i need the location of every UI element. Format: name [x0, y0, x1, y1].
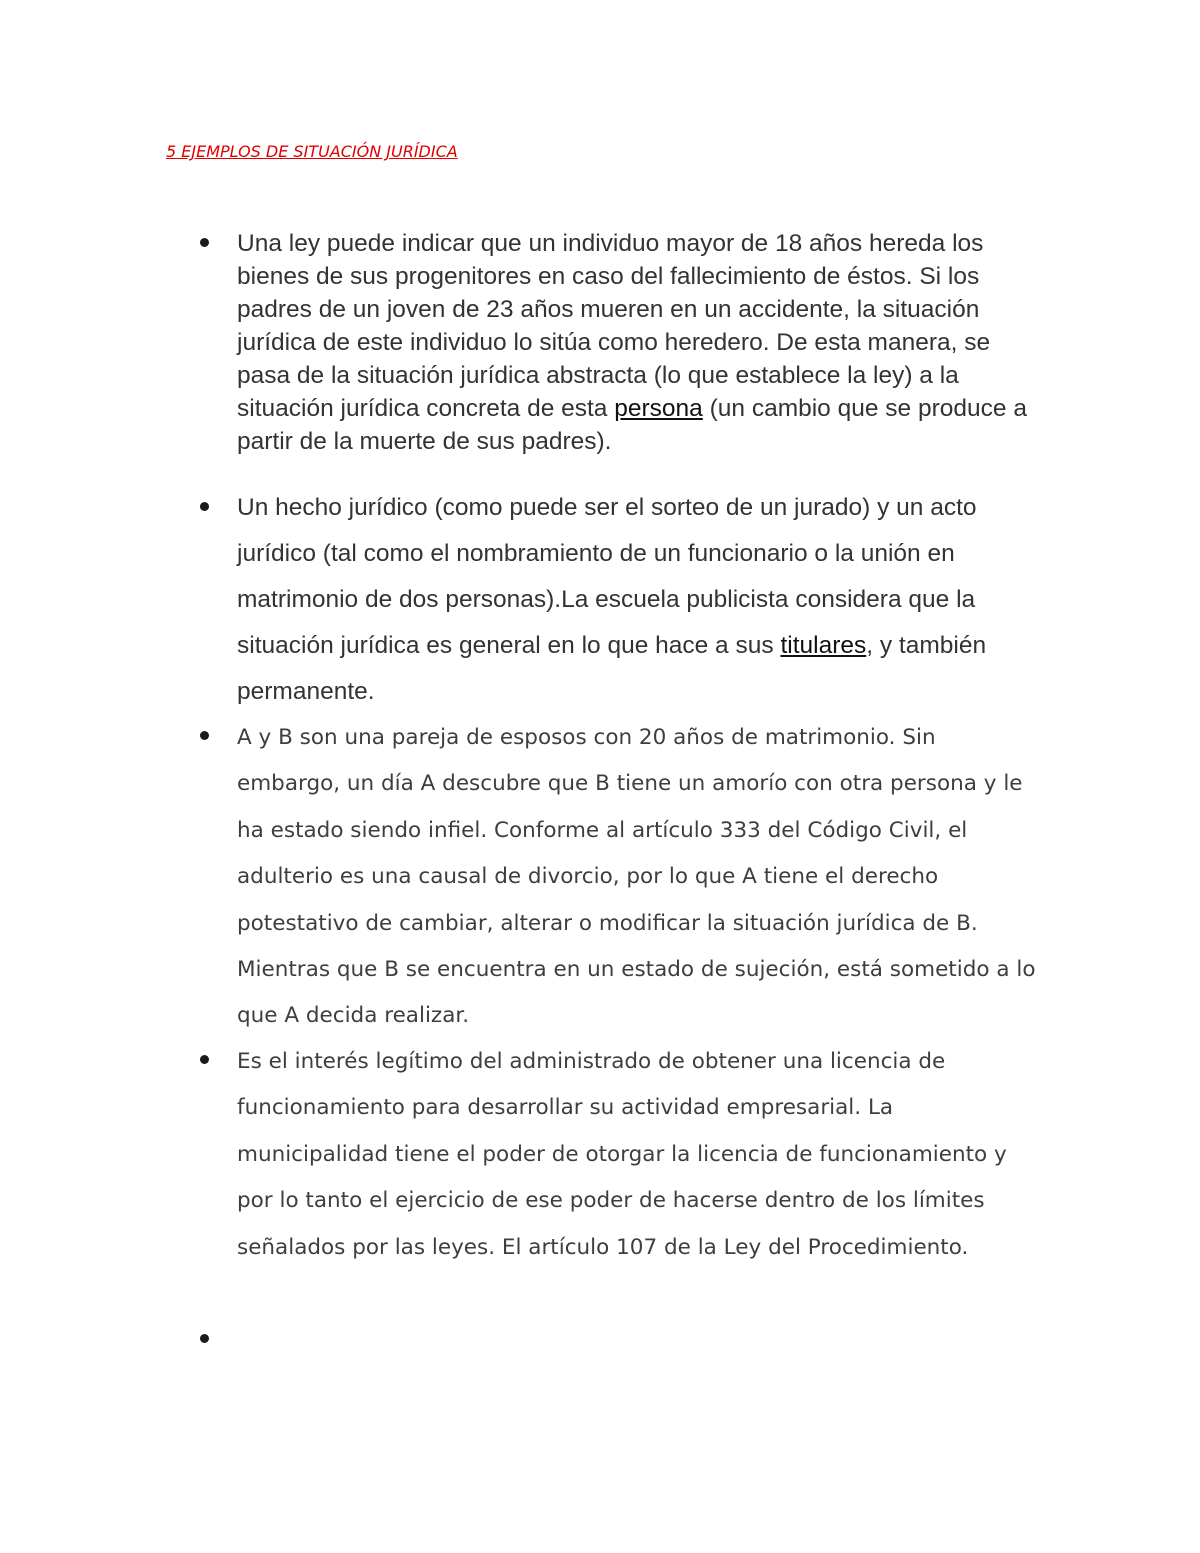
bullet-icon: [200, 1334, 209, 1343]
paragraph-text: (un cambio que se produce a partir de la muerte de sus padres).: [237, 395, 1027, 455]
paragraph-text: , y también permanente.: [237, 632, 987, 705]
paragraph-text: Una ley puede indicar que un individuo mayor de 18 años hereda los bienes de sus progenitores en caso del fallecimiento de éstos. Si los padres de un joven de 23 años mueren en un accidente, la situación jurídica de este individuo lo sitúa como heredero. De esta manera, se pasa de la situación jurídica abstracta (lo que establece la ley) a la situación jurídica concreta de esta: [237, 230, 991, 422]
persona-link[interactable]: persona: [614, 395, 703, 422]
list-item: [237, 485, 1037, 715]
list-item: Es el interés legítimo del administrado de obtener una licencia de funcionamiento para desarrollar su actividad empresarial. La municipalidad tiene el poder de otorgar la licencia de funcionamiento y por lo tanto el ejercicio de ese poder de hacerse dentro de los límites señalados por las leyes. El artículo 107 de la Ley del Procedimiento.: [237, 1049, 1007, 1260]
document-title: 5 EJEMPLOS DE SITUACIÓN JURÍDICA: [166, 142, 458, 161]
paragraph-text: Un hecho jurídico (como puede ser el sorteo de un jurado) y un acto jurídico (tal como el nombramiento de un funcionario o la unión en matrimonio de dos personas).La escuela publicista considera que la situación jurídica es general en lo que hace a sus: [237, 494, 977, 659]
bullet-icon: [200, 1055, 209, 1064]
bullet-icon: [200, 731, 209, 740]
list-item: A y B son una pareja de esposos con 20 años de matrimonio. Sin embargo, un día A descubre que B tiene un amorío con otra persona y le ha estado siendo infiel. Conforme al artículo 333 del Código Civil, el adulterio es una causal de divorcio, por lo que A tiene el derecho potestativo de cambiar, alterar o modificar la situación jurídica de B. Mientras que B se encuentra en un estado de sujeción, está sometido a lo que A decida realizar.: [237, 725, 1036, 1029]
bullet-icon: [200, 502, 209, 511]
list-item: [237, 227, 1037, 458]
titulares-link[interactable]: titulares: [780, 632, 867, 659]
bullet-icon: [200, 238, 209, 247]
